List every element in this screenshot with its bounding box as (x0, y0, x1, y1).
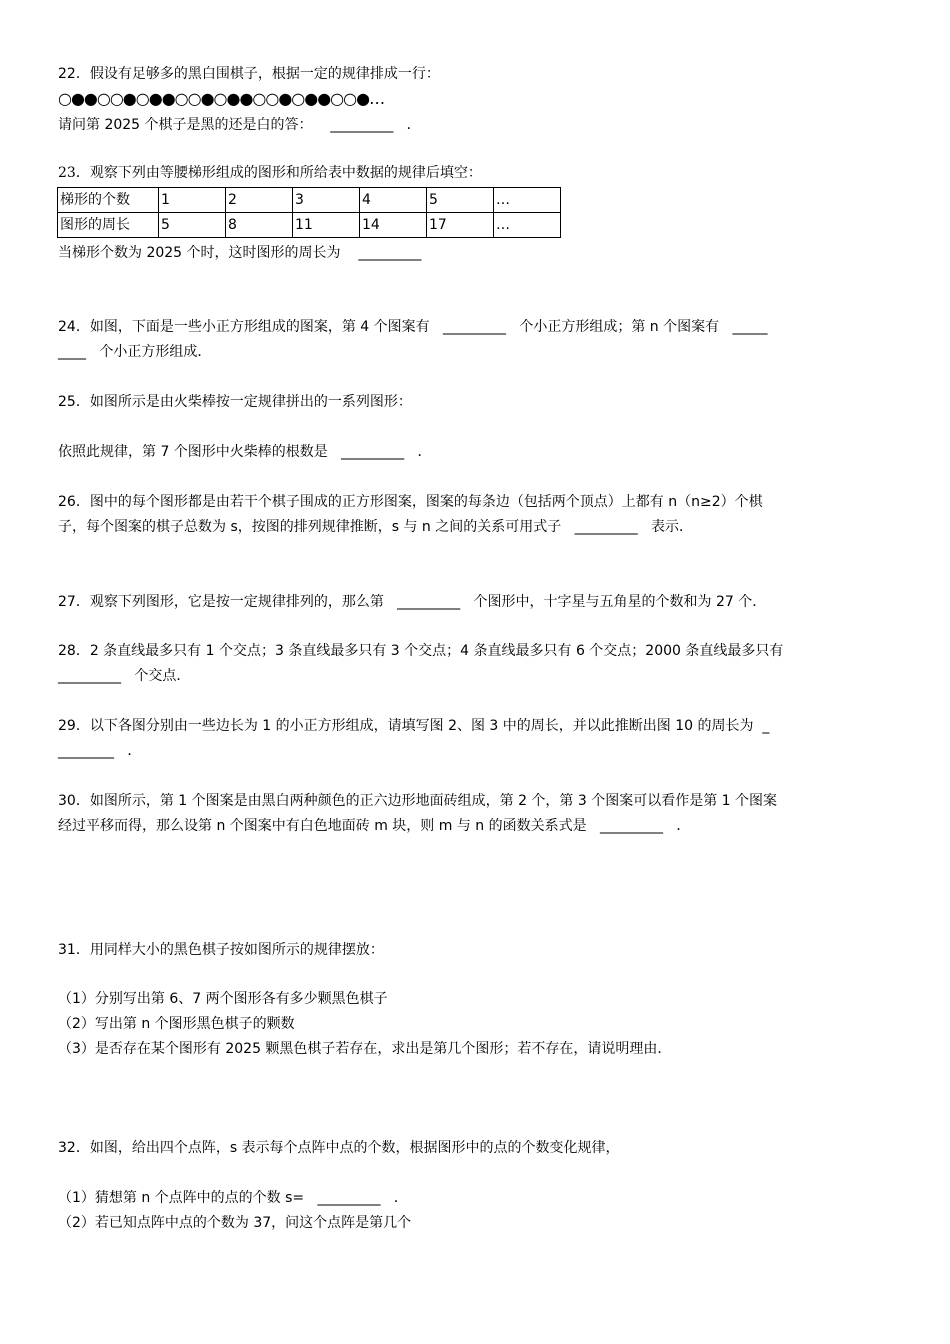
table-cell: 1 (159, 188, 226, 213)
q32-sub2: （2）若已知点阵中点的个数为 37，问这个点阵是第几个 (58, 1215, 412, 1231)
q30-text-line1: 30．如图所示，第 1 个图案是由黑白两种颜色的正六边形地面砖组成，第 2 个，第 3 个图案可以看作是第 1 个图案 (58, 793, 778, 809)
q30-text-line2: 经过平移而得，那么设第 n 个图案中有白色地面砖 m 块，则 m 与 n 的函数关系式是 _________ ． (58, 818, 691, 834)
table-cell: 4 (360, 188, 427, 213)
q32-text: 32．如图，给出四个点阵，s 表示每个点阵中点的个数，根据图形中的点的个数变化规律， (58, 1140, 620, 1156)
table-cell: 5 (159, 213, 226, 238)
q31-sub3: （3）是否存在某个图形有 2025 颗黑色棋子若存在，求出是第几个图形；若不存在，请说明理由． (58, 1041, 672, 1057)
table-row (58, 213, 561, 238)
table-cell: 11 (293, 213, 360, 238)
q27-text: 27．观察下列图形，它是按一定规律排列的，那么第 _________ 个图形中，十字星与五角星的个数和为 27 个． (58, 594, 767, 610)
q23-answer-line: 当梯形个数为 2025 个时，这时图形的周长为 _________ (58, 245, 422, 261)
q25-answer-line: 依照此规律，第 7 个图形中火柴棒的根数是 _________ ． (58, 444, 432, 460)
q28-text-line2: _________ 个交点． (58, 668, 191, 684)
table-cell: 17 (427, 213, 494, 238)
q31-sub2: （2）写出第 n 个图形黑色棋子的颗数 (58, 1016, 295, 1032)
table-cell: 图形的周长 (58, 213, 159, 238)
q29-text-line1: 29．以下各图分别由一些边长为 1 的小正方形组成，请填写图 2、图 3 中的周长，并以此推断出图 10 的周长为 _ (58, 718, 770, 734)
q31-sub1: （1）分别写出第 6、7 两个图形各有多少颗黑色棋子 (58, 991, 388, 1007)
table-cell: 2 (226, 188, 293, 213)
q22-bead-sequence: ○●●○○●○●●○○●○●●○○●○●●○○●… (58, 89, 385, 108)
q23-data-table (57, 187, 561, 238)
table-cell: … (494, 188, 561, 213)
table-cell: 8 (226, 213, 293, 238)
q26-text-line1: 26．图中的每个图形都是由若干个棋子围成的正方形图案，图案的每条边（包括两个顶点）上都有 n（n≥2）个棋 (58, 494, 763, 510)
q28-text-line1: 28．2 条直线最多只有 1 个交点；3 条直线最多只有 3 个交点；4 条直线最多只有 6 个交点；2000 条直线最多只有 (58, 643, 784, 659)
table-cell: 3 (293, 188, 360, 213)
q22-text: 22．假设有足够多的黑白围棋子，根据一定的规律排成一行： (58, 66, 440, 82)
table-cell: 5 (427, 188, 494, 213)
table-cell: 14 (360, 213, 427, 238)
q25-text: 25．如图所示是由火柴棒按一定规律拼出的一系列图形： (58, 394, 412, 410)
q29-text-line2: ________ ． (58, 743, 142, 759)
table-cell: 梯形的个数 (58, 188, 159, 213)
q26-text-line2: 子，每个图案的棋子总数为 s，按图的排列规律推断，s 与 n 之间的关系可用式子 _________ 表示． (58, 519, 693, 535)
q24-text-line2: ____ 个小正方形组成． (58, 344, 212, 360)
q24-text-line1: 24．如图，下面是一些小正方形组成的图案，第 4 个图案有 _________ 个小正方形组成；第 n 个图案有 _____ (58, 319, 768, 335)
table-cell: … (494, 213, 561, 238)
q31-text: 31．用同样大小的黑色棋子按如图所示的规律摆放： (58, 942, 384, 958)
q23-text: 23．观察下列由等腰梯形组成的图形和所给表中数据的规律后填空： (58, 165, 482, 181)
table-row (58, 188, 561, 213)
q22-answer-line: 请问第 2025 个棋子是黑的还是白的答： _________ ． (58, 117, 421, 133)
q32-sub1: （1）猜想第 n 个点阵中的点的个数 s= _________ ． (58, 1190, 408, 1206)
